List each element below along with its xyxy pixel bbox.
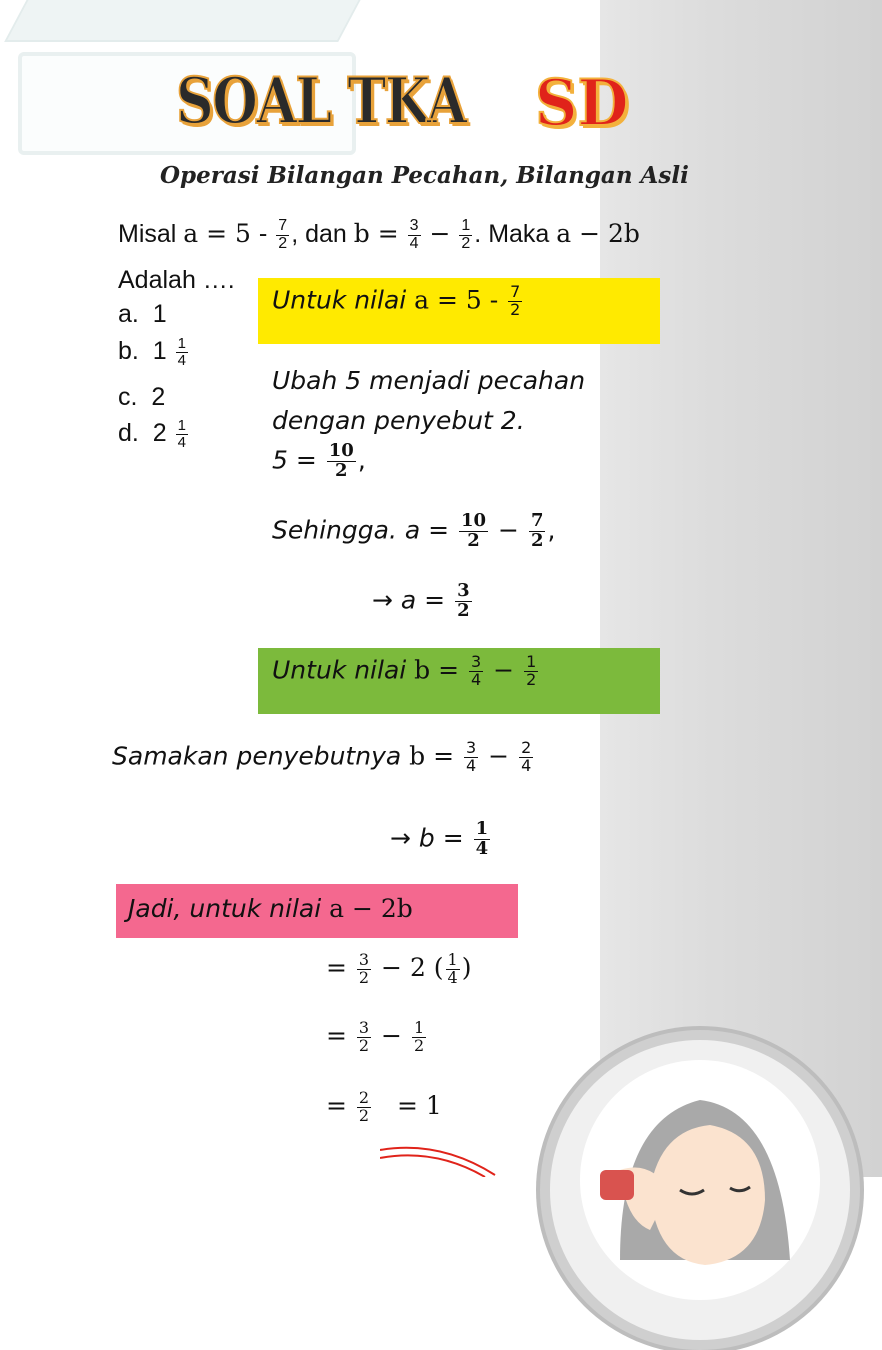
subtitle: Operasi Bilangan Pecahan, Bilangan Asli xyxy=(160,162,689,189)
option-c: c. 2 xyxy=(118,383,166,411)
title-main: SOAL TKA xyxy=(176,64,466,139)
option-b: b. 1 $\frac{1}{4}$ xyxy=(118,335,186,369)
girl-avatar-icon xyxy=(580,1060,820,1300)
sehingga-line: Sehingga. a = $\frac{10}{2}$ − $\frac{7}{2}$ , xyxy=(272,510,556,551)
step-b-title: Untuk nilai b = $\frac{3}{4}$ − $\frac{1}{2}$ xyxy=(272,652,537,689)
five-equals: 5 = $\frac{10}{2}$ , xyxy=(272,440,366,481)
result-a: → a = $\frac{3}{2}$ xyxy=(372,580,470,621)
conclusion-title: Jadi, untuk nilai a − 2b xyxy=(128,894,413,923)
question-adalah: Adalah …. xyxy=(118,266,235,294)
decor-shape-top xyxy=(4,0,366,42)
calc-line-1: = $\frac{3}{2}$ − 2 ( $\frac{1}{4}$ ) xyxy=(326,950,472,987)
convert-line-1: Ubah 5 menjadi pecahan xyxy=(272,366,586,395)
result-b: → b = $\frac{1}{4}$ xyxy=(390,818,489,859)
step-a-title: Untuk nilai a = 5 - $\frac{7}{2}$ xyxy=(272,282,521,319)
option-d: d. 2 $\frac{1}{4}$ xyxy=(118,417,186,451)
calc-line-2: = $\frac{3}{2}$ − $\frac{1}{2}$ xyxy=(326,1018,425,1055)
swoosh-decoration xyxy=(380,1140,500,1177)
convert-line-2: dengan penyebut 2. xyxy=(272,406,525,435)
samakan-line: Samakan penyebutnya b = $\frac{3}{4}$ − $\frac{2}{4}$ xyxy=(112,738,532,775)
title-accent: SD xyxy=(535,66,629,141)
calc-line-3: = $\frac{2}{2}$ = 1 xyxy=(326,1088,442,1125)
avatar xyxy=(580,1060,820,1300)
question-line: Misal a = 5 - $\frac{7}{2}$ , dan b = $\frac{3}{4}$ − $\frac{1}{2}$ . Maka a − 2b xyxy=(118,217,640,252)
option-a: a. 1 xyxy=(118,300,167,328)
